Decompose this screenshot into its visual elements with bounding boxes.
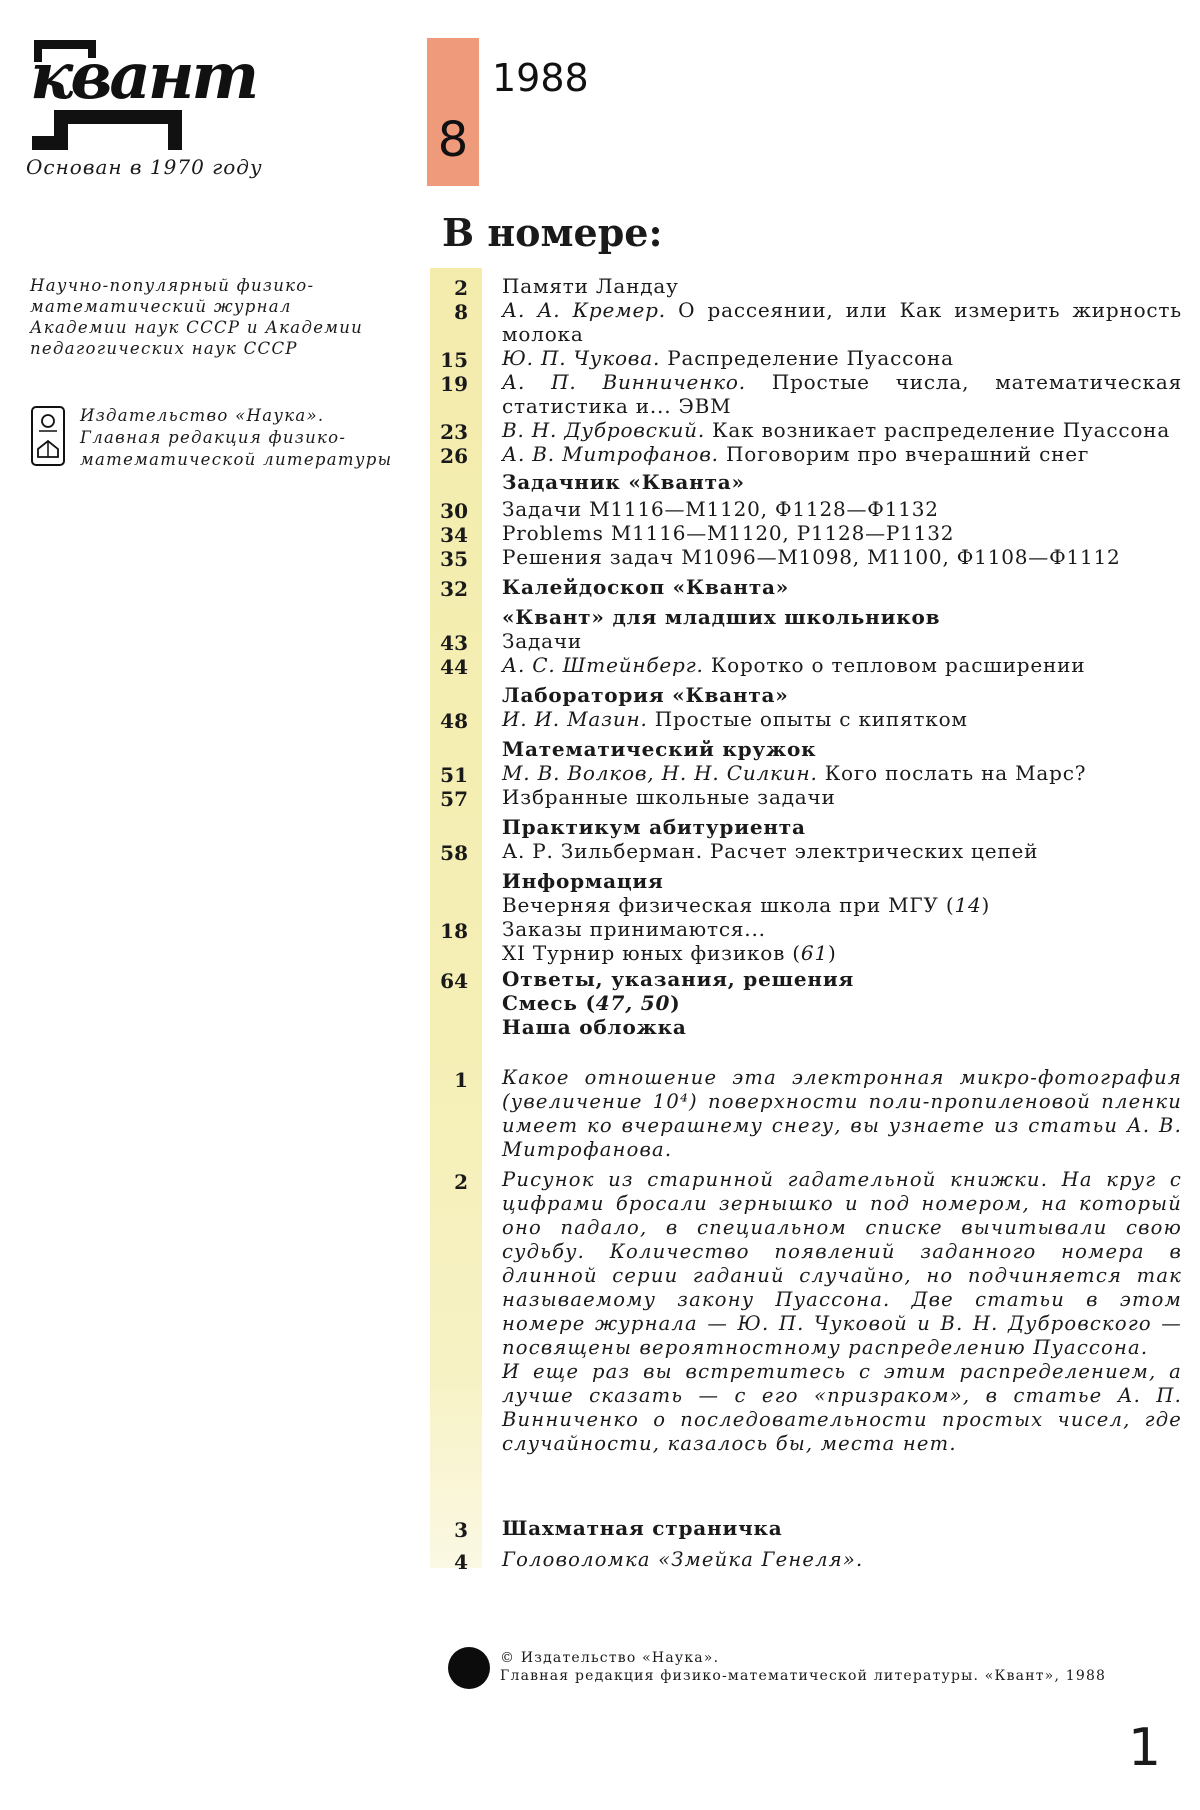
toc-title: Задачи (502, 629, 582, 653)
toc-entry (502, 941, 1182, 965)
toc-page-number: 2 (454, 276, 468, 300)
toc-heading (502, 605, 1182, 629)
toc-entry (502, 346, 1182, 370)
toc-page-ref: 47, 50 (595, 991, 671, 1015)
toc-page-number: 44 (440, 655, 468, 679)
toc-title: Простые числа, математическая статистика и... ЭВМ (502, 370, 1182, 418)
cover-caption (502, 1066, 1182, 1162)
journal-description: Научно-популярный физико-математический журнал Академии наук СССР и Академии педагогических наук СССР (30, 276, 364, 358)
toc-entry (502, 761, 1182, 785)
toc-heading-text: Наша обложка (502, 1015, 687, 1039)
toc-ref-close: ) (827, 941, 837, 965)
toc-heading-text: Калейдоскоп «Кванта» (502, 575, 790, 599)
toc-page-number: 43 (440, 631, 468, 655)
cover-page-number: 3 (454, 1518, 468, 1542)
cover-caption (502, 1168, 1182, 1456)
cover-page-number: 4 (454, 1550, 468, 1574)
toc-author: М. В. Волков, Н. Н. Силкин. (502, 761, 818, 785)
toc-ref-close: ) (670, 991, 681, 1015)
copyright-line-1: © Издательство «Наука». (500, 1650, 720, 1666)
toc-entry (502, 370, 1182, 418)
toc-entry (502, 298, 1182, 346)
toc-author: И. И. Мазин. (502, 707, 648, 731)
founded-year: Основан в 1970 году (26, 155, 263, 179)
toc-heading-text: Лаборатория «Кванта» (502, 683, 789, 707)
toc-title: А. Р. Зильберман. Расчет электрических цепей (502, 839, 1039, 863)
issue-number: 8 (437, 112, 469, 168)
toc-title: XI Турнир юных физиков ( (502, 941, 801, 965)
toc-page-number: 48 (440, 709, 468, 733)
kvant-logo (28, 38, 298, 150)
publisher-emblem-icon (30, 405, 66, 467)
toc-heading-text: Задачник «Кванта» (502, 470, 745, 494)
copyright-mark (448, 1647, 490, 1689)
toc-heading (502, 869, 1182, 893)
toc-page-number: 18 (440, 919, 468, 943)
toc-entry (502, 545, 1182, 569)
toc-author: Ю. П. Чукова. (502, 346, 661, 370)
cover-caption (502, 1548, 1182, 1572)
toc-heading-text: Информация (502, 869, 664, 893)
toc-title: Памяти Ландау (502, 274, 679, 298)
toc-title: Решения задач М1096—М1098, М1100, Ф1108—Ф1112 (502, 545, 1121, 569)
toc-heading (502, 1015, 1182, 1039)
toc-title: Problems M1116—M1120, P1128—P1132 (502, 521, 955, 545)
toc-entry (502, 707, 1182, 731)
toc-page-number: 32 (440, 577, 468, 601)
toc-entry (502, 274, 1182, 298)
toc-page-number: 19 (440, 372, 468, 396)
toc-entry (502, 521, 1182, 545)
logo-wordmark: квант (30, 39, 257, 114)
toc-title: Распределение Пуассона (660, 346, 954, 370)
cover-caption-text: Головоломка «Змейка Генеля». (502, 1548, 864, 1571)
toc-author: В. Н. Дубровский. (502, 418, 705, 442)
toc-page-number: 51 (440, 763, 468, 787)
toc-page-number: 23 (440, 420, 468, 444)
cover-caption-text: Какое отношение эта электронная микро-фотография (увеличение 10⁴) поверхности поли-пропиленовой пленки имеет ко вчерашнему снегу, вы узнаете из статьи А. В. Митрофанова. (502, 1066, 1182, 1161)
issue-year: 1988 (492, 56, 589, 100)
toc-page-number: 64 (440, 969, 468, 993)
toc-title: Задачи М1116—М1120, Ф1128—Ф1132 (502, 497, 939, 521)
toc-page-number: 57 (440, 787, 468, 811)
toc-page-number: 35 (440, 547, 468, 571)
contents-title: В номере: (442, 210, 663, 255)
copyright-line-2: Главная редакция физико-математической литературы. «Квант», 1988 (500, 1668, 1107, 1684)
toc-heading (502, 683, 1182, 707)
toc-page-number: 8 (454, 300, 468, 324)
toc-heading-text: Практикум абитуриента (502, 815, 806, 839)
cover-heading-text: Шахматная страничка (502, 1516, 783, 1540)
toc-heading-text: Смесь ( (502, 991, 596, 1015)
publisher-info: Издательство «Наука». Главная редакция физико-математической литературы (80, 406, 393, 469)
toc-title: Заказы принимаются... (502, 917, 766, 941)
page-number: 1 (1128, 1718, 1162, 1778)
toc-author: А. П. Винниченко. (502, 370, 746, 394)
toc-title: Поговорим про вчерашний снег (718, 442, 1090, 466)
toc-entry (502, 418, 1182, 442)
toc-author: А. С. Штейнберг. (502, 653, 704, 677)
toc-author: А. А. Кремер. (502, 298, 666, 322)
toc-entry (502, 442, 1182, 466)
toc-heading (502, 967, 1182, 991)
toc-title: О рассеянии, или Как измерить жирность молока (502, 298, 1182, 346)
toc-heading (502, 737, 1182, 761)
cover-page-number: 1 (454, 1068, 468, 1092)
toc-title: Избранные школьные задачи (502, 785, 836, 809)
toc-page-ref: 14 (954, 893, 982, 917)
toc-title: Кого послать на Марс? (817, 761, 1087, 785)
toc-author: А. В. Митрофанов. (502, 442, 719, 466)
toc-page-number: 26 (440, 444, 468, 468)
toc-page-ref: 61 (800, 941, 828, 965)
toc-page-number: 34 (440, 523, 468, 547)
toc-entry (502, 653, 1182, 677)
toc-heading-text: Математический кружок (502, 737, 817, 761)
toc-entry (502, 839, 1182, 863)
toc-entry (502, 893, 1182, 917)
toc-heading-text: «Квант» для младших школьников (502, 605, 941, 629)
toc-page-number: 30 (440, 499, 468, 523)
cover-caption-text: Рисунок из старинной гадательной книжки. На круг с цифрами бросали зернышко и под номером, на который оно падало, в специальном списке вычитывали свою судьбу. Количество появлений заданного номера в длинной серии гаданий случайно, но подчиняется так называемому закону Пуассона. Две статьи в этом номере журнала — Ю. П. Чуковой и В. Н. Дубровского — посвящены вероятностному распределению Пуассона. (502, 1168, 1182, 1359)
cover-caption-text-2: И еще раз вы встретитесь с этим распределением, а лучше сказать — с его «призраком», в статье А. П. Винниченко о последовательности простых чисел, где случайности, казалось бы, места нет. (502, 1360, 1182, 1455)
toc-page-number: 58 (440, 841, 468, 865)
toc-title: Как возникает распределение Пуассона (705, 418, 1171, 442)
toc-ref-close: ) (981, 893, 991, 917)
toc-entry (502, 497, 1182, 521)
toc-title: Вечерняя физическая школа при МГУ ( (502, 893, 955, 917)
toc-entry (502, 917, 1182, 941)
toc-title: Коротко о тепловом расширении (703, 653, 1086, 677)
issue-number-box (427, 38, 479, 186)
toc-entry (502, 629, 1182, 653)
toc-heading (502, 991, 1182, 1015)
cover-heading (502, 1516, 1182, 1540)
toc-heading (502, 470, 1182, 494)
toc-heading-text: Ответы, указания, решения (502, 967, 855, 991)
toc-entry (502, 785, 1182, 809)
cover-page-number: 2 (454, 1170, 468, 1194)
toc-heading (502, 575, 1182, 599)
toc-heading (502, 815, 1182, 839)
toc-page-number: 15 (440, 348, 468, 372)
toc-title: Простые опыты с кипятком (647, 707, 968, 731)
